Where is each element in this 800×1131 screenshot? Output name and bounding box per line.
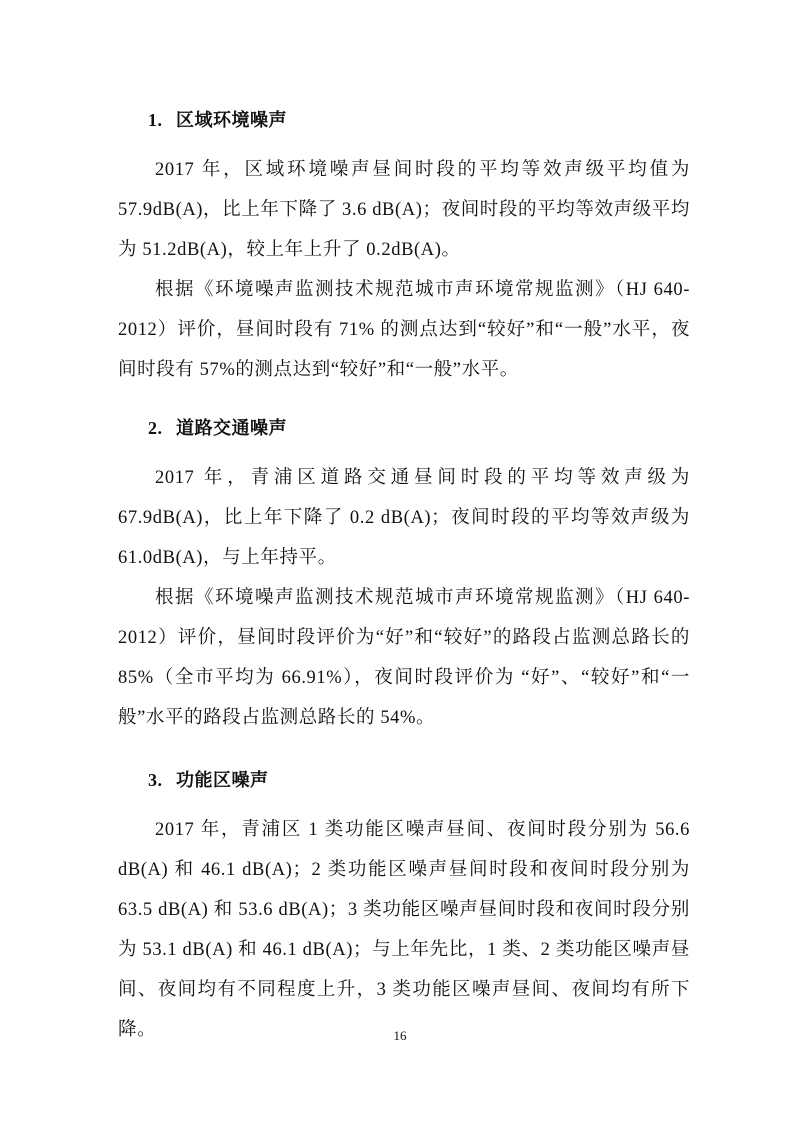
heading-text: 功能区噪声 <box>176 770 269 790</box>
heading-text: 区域环境噪声 <box>176 110 287 130</box>
paragraph: 根据《环境噪声监测技术规范城市声环境常规监测》（HJ 640-2012）评价，昼间时段有 71% 的测点达到“较好”和“一般”水平，夜间时段有 57%的测点达到“较好”和“一般”水平。 <box>118 280 690 380</box>
paragraph: 2017 年，区域环境噪声昼间时段的平均等效声级平均值为 57.9dB(A)，比上年下降了 3.6 dB(A)；夜间时段的平均等效声级平均为 51.2dB(A)，较上年上升了 0.2dB(A)。 <box>118 160 690 260</box>
heading-number: 1. <box>148 110 163 130</box>
section-functional-area-noise <box>118 768 690 1050</box>
section-heading <box>118 108 690 132</box>
section-heading <box>118 416 690 440</box>
section-regional-noise <box>118 108 690 390</box>
heading-text: 道路交通噪声 <box>176 418 287 438</box>
page-number: 16 <box>393 1028 407 1043</box>
paragraph: 2017 年，青浦区道路交通昼间时段的平均等效声级为 67.9dB(A)，比上年下降了 0.2 dB(A)；夜间时段的平均等效声级为 61.0dB(A)，与上年持平。 <box>118 468 690 568</box>
heading-number: 3. <box>148 770 163 790</box>
heading-number: 2. <box>148 418 163 438</box>
section-heading <box>118 768 690 792</box>
paragraph: 根据《环境噪声监测技术规范城市声环境常规监测》（HJ 640-2012）评价，昼间时段评价为“好”和“较好”的路段占监测总路长的 85%（全市平均为 66.91%），夜间时段评价为 “好”、“较好”和“一般”水平的路段占监测总路长的 54%。 <box>118 588 690 728</box>
paragraph: 2017 年，青浦区 1 类功能区噪声昼间、夜间时段分别为 56.6 dB(A) 和 46.1 dB(A)；2 类功能区噪声昼间时段和夜间时段分别为 63.5 dB(A) 和 53.6 dB(A)；3 类功能区噪声昼间时段和夜间时段分别为 53.1 dB(A) 和 46.1 dB(A)；与上年先比，1 类、2 类功能区噪声昼间、夜间均有不同程度上升，3 类功能区噪声昼间、夜间均有所下降。 <box>118 820 690 1040</box>
section-road-traffic-noise <box>118 416 690 738</box>
